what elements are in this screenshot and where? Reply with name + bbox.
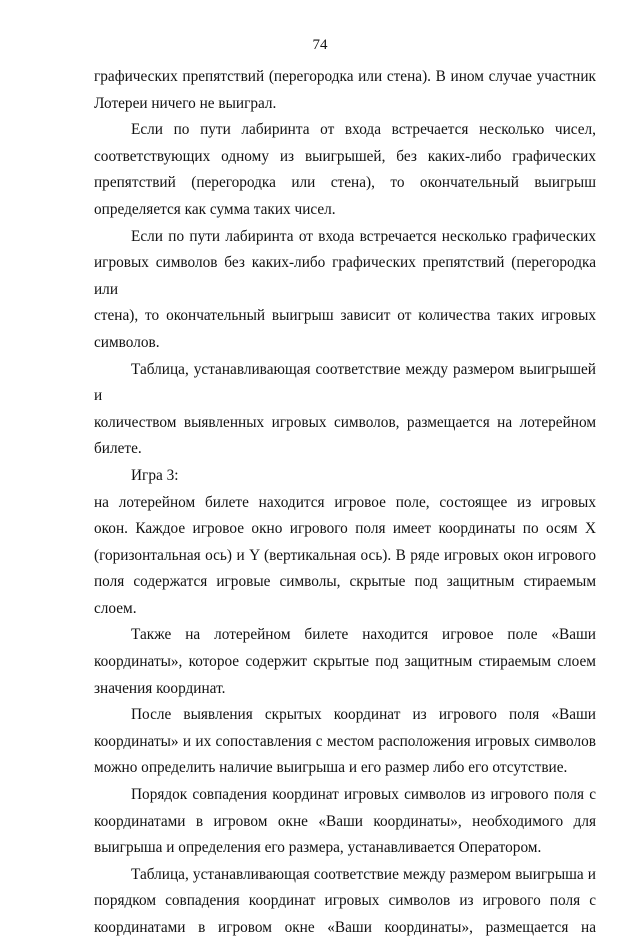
text-line: координатами в игровом окне «Ваши координаты», необходимого для [94, 812, 596, 830]
paragraph [94, 622, 596, 702]
paragraph [94, 782, 596, 862]
text-line: графических препятствий (перегородка или стена). В ином случае участник [94, 68, 596, 85]
text-line: Таблица, устанавливающая соответствие между размером выигрышей и [94, 360, 596, 405]
text-line: значения координат. [94, 679, 226, 697]
text-line: координатами в игровом окне «Ваши координаты», размещается на [94, 919, 596, 936]
text-line: Если по пути лабиринта от входа встречается несколько графических [131, 227, 596, 245]
text-line: определяется как сумма таких чисел. [94, 200, 336, 218]
text-line: Таблица, устанавливающая соответствие между размером выигрыша и [131, 865, 596, 883]
text-line: Порядок совпадения координат игровых символов из игрового поля с [131, 786, 596, 804]
paragraph [94, 490, 596, 623]
text-line: на лотерейном билете находится игровое поле, состоящее из игровых [94, 493, 596, 511]
paragraph [94, 117, 596, 223]
text-line: Игра 3: [131, 466, 179, 484]
text-line: стена), то окончательный выигрыш зависит от количества таких игровых [94, 307, 596, 325]
paragraph [94, 224, 596, 357]
paragraph [94, 357, 596, 463]
text-line: координаты», которое содержит скрытые под защитным стираемым слоем [94, 653, 596, 671]
page-number: 74 [312, 37, 328, 53]
paragraph [94, 64, 596, 117]
text-line: билете. [94, 440, 142, 458]
text-line: поля содержатся игровые символы, скрытые под защитным стираемым слоем. [94, 573, 596, 617]
text-line: можно определить наличие выигрыша и его размер либо его отсутствие. [94, 759, 568, 777]
text-line: Если по пути лабиринта от входа встречается несколько чисел, [131, 121, 596, 139]
text-line: Лотереи ничего не выиграл. [94, 94, 277, 112]
text-line: порядком совпадения координат игровых символов из игрового поля с [94, 892, 596, 910]
text-line: выигрыша и определения его размера, устанавливается Оператором. [94, 839, 542, 857]
paragraph [94, 702, 596, 782]
text-line: количеством выявленных игровых символов, размещается на лотерейном [94, 413, 596, 431]
text-line: После выявления скрытых координат из игрового поля «Ваши [131, 706, 596, 724]
text-line: препятствий (перегородка или стена), то окончательный выигрыш [94, 174, 596, 192]
text-line: символов. [94, 333, 160, 351]
paragraph [94, 862, 596, 942]
text-line: окон. Каждое игровое окно игрового поля имеет координаты по осям X [94, 520, 596, 538]
text-line: координаты» и их сопоставления с местом расположения игровых символов [94, 732, 596, 750]
text-line: соответствующих одному из выигрышей, без каких-либо графических [94, 147, 596, 165]
body-text [94, 64, 596, 942]
text-line: игровых символов без каких-либо графических препятствий (перегородка или [94, 254, 596, 298]
text-line: Также на лотерейном билете находится игровое поле «Ваши [131, 626, 596, 644]
text-line: (горизонтальная ось) и Y (вертикальная ось). В ряде игровых окон игрового [94, 546, 596, 564]
paragraph [94, 463, 596, 490]
